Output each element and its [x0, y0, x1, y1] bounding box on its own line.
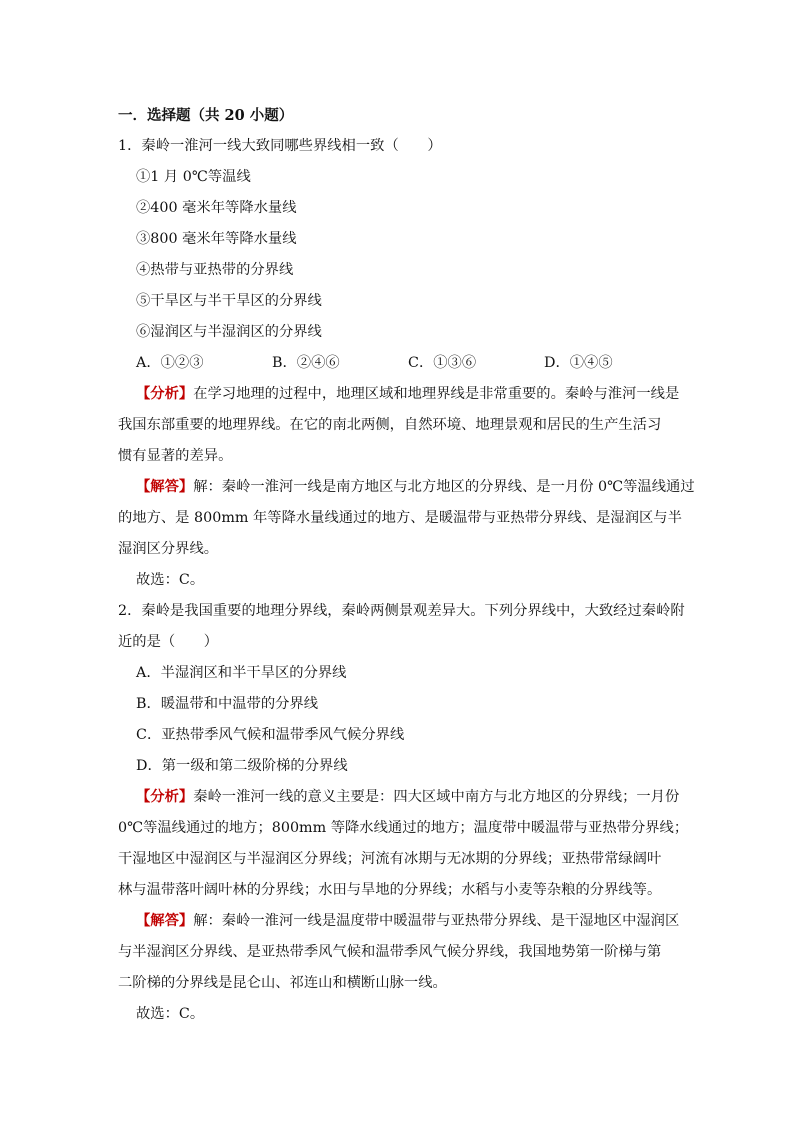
- section-title: 一．选择题（共 20 小题）: [118, 107, 294, 124]
- analysis-line: 干湿地区中湿润区与半湿润区分界线；河流有冰期与无冰期的分界线；亚热带常绿阔叶: [118, 851, 662, 867]
- choice-c: C．①③⑥: [408, 355, 477, 371]
- result-line: 故选：C。: [136, 1006, 205, 1022]
- analysis-text: 在学习地理的过程中，地理区域和地理界线是非常重要的。秦岭与淮河一线是: [193, 386, 680, 402]
- statement-item: ①1 月 0℃等温线: [136, 169, 251, 185]
- statement-item: ③800 毫米年等降水量线: [136, 231, 297, 247]
- choice-d: D．①④⑤: [544, 355, 613, 371]
- answer-line: 湿润区分界线。: [118, 541, 219, 557]
- option-b: B．暖温带和中温带的分界线: [136, 696, 319, 712]
- analysis-tag: 【分析】: [136, 386, 194, 402]
- result-line: 故选：C。: [136, 572, 205, 588]
- question-1: [118, 131, 698, 596]
- question-stem: 近的是（ ）: [118, 634, 219, 650]
- answer-line: 的地方、是 800mm 年等降水量线通过的地方、是暖温带与亚热带分界线、是湿润区与半: [118, 510, 682, 526]
- analysis-line: 惯有显著的差异。: [118, 448, 233, 464]
- statement-item: ②400 毫米年等降水量线: [136, 200, 297, 216]
- choice-a: A．①②③: [136, 355, 204, 371]
- analysis-line: 我国东部重要的地理界线。在它的南北两侧，自然环境、地理景观和居民的生产生活习: [118, 417, 662, 433]
- question-stem: 1．秦岭一淮河一线大致同哪些界线相一致（ ）: [118, 138, 442, 154]
- answer-tag: 【解答】: [136, 479, 194, 495]
- document-page: [118, 100, 698, 1030]
- choice-row: [118, 348, 698, 379]
- answer-tag: 【解答】: [136, 913, 194, 929]
- option-c: C．亚热带季风气候和温带季风气候分界线: [136, 727, 405, 743]
- statement-item: ⑥湿润区与半湿润区的分界线: [136, 324, 322, 340]
- option-a: A．半湿润区和半干旱区的分界线: [136, 665, 347, 681]
- answer-line: [118, 906, 698, 937]
- statement-item: ④热带与亚热带的分界线: [136, 262, 294, 278]
- analysis-line: [118, 782, 698, 813]
- answer-line: [118, 472, 698, 503]
- analysis-text: 秦岭一淮河一线的意义主要是：四大区域中南方与北方地区的分界线；一月份: [193, 789, 680, 805]
- answer-text: 解：秦岭一淮河一线是温度带中暖温带与亚热带分界线、是干湿地区中湿润区: [193, 913, 680, 929]
- statement-item: ⑤干旱区与半干旱区的分界线: [136, 293, 322, 309]
- analysis-tag: 【分析】: [136, 789, 194, 805]
- choice-b: B．②④⑥: [272, 355, 340, 371]
- option-d: D．第一级和第二级阶梯的分界线: [136, 758, 348, 774]
- question-2: [118, 596, 698, 1030]
- answer-line: 与半湿润区分界线、是亚热带季风气候和温带季风气候分界线，我国地势第一阶梯与第: [118, 944, 662, 960]
- answer-line: 二阶梯的分界线是昆仑山、祁连山和横断山脉一线。: [118, 975, 447, 991]
- question-stem: 2．秦岭是我国重要的地理分界线，秦岭两侧景观差异大。下列分界线中，大致经过秦岭附: [118, 603, 685, 619]
- analysis-line: 0℃等温线通过的地方；800mm 等降水线通过的地方；温度带中暖温带与亚热带分界线；: [118, 820, 689, 836]
- answer-text: 解：秦岭一淮河一线是南方地区与北方地区的分界线、是一月份 0℃等温线通过: [193, 479, 695, 495]
- analysis-line: [118, 379, 698, 410]
- analysis-line: 林与温带落叶阔叶林的分界线；水田与旱地的分界线；水稻与小麦等杂粮的分界线等。: [118, 882, 662, 898]
